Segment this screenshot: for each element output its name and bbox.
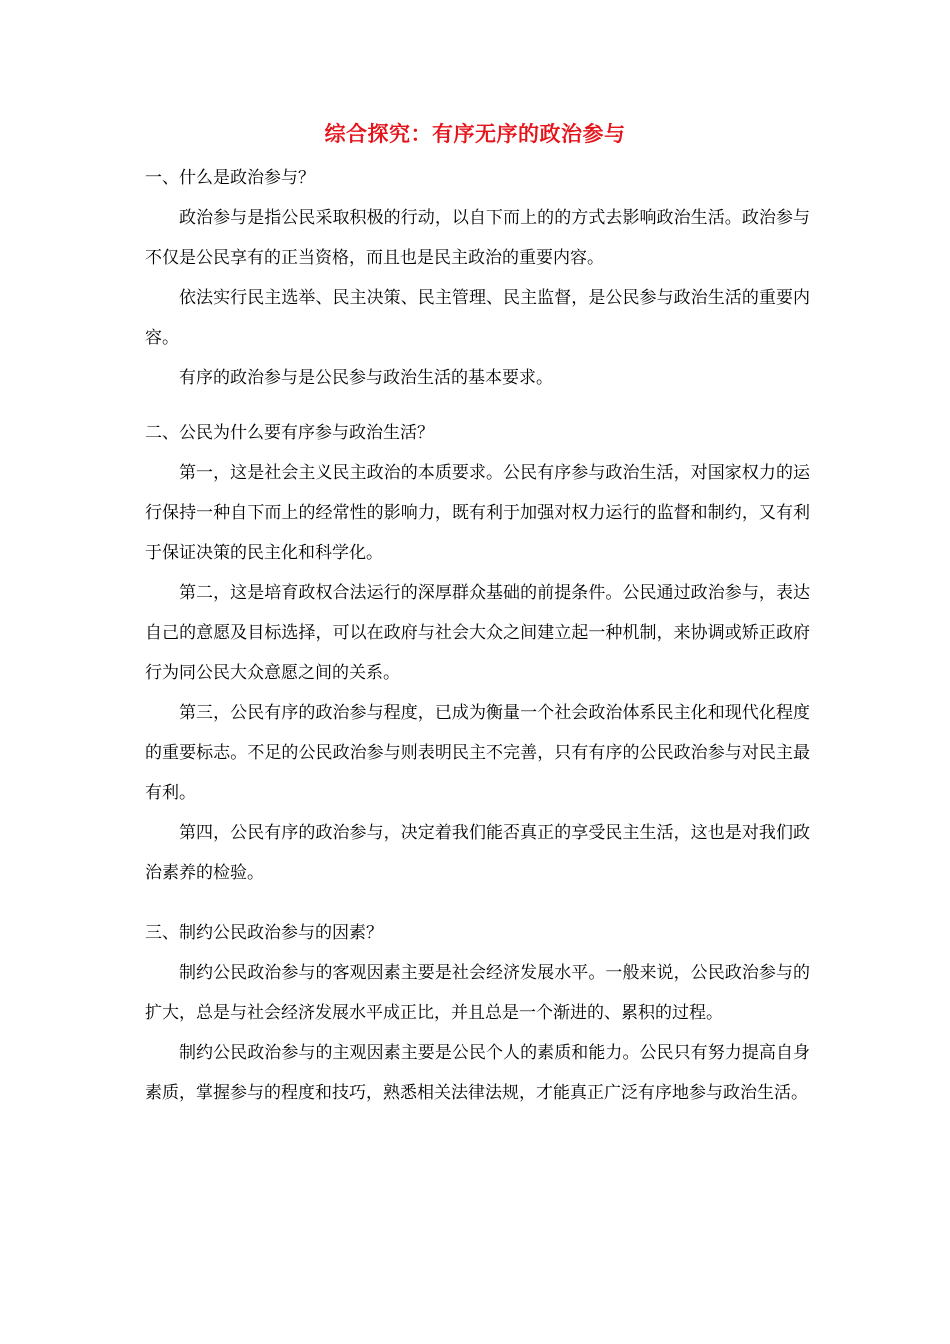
paragraph: 第一，这是社会主义民主政治的本质要求。公民有序参与政治生活，对国家权力的运行保持一种自下而上的经常性的影响力，既有利于加强对权力运行的监督和制约，又有利于保证决策的民主化和科学化。 (145, 463, 810, 563)
paragraph: 有序的政治参与是公民参与政治生活的基本要求。 (179, 368, 553, 388)
section-what-is-participation (145, 158, 810, 398)
paragraph: 制约公民政治参与的客观因素主要是社会经济发展水平。一般来说，公民政治参与的扩大，总是与社会经济发展水平成正比，并且总是一个渐进的、累积的过程。 (145, 963, 810, 1023)
paragraph: 第二，这是培育政权合法运行的深厚群众基础的前提条件。公民通过政治参与，表达自己的意愿及目标选择，可以在政府与社会大众之间建立起一种机制，来协调或矫正政府行为同公民大众意愿之间的关系。 (145, 583, 810, 683)
paragraph: 依法实行民主选举、民主决策、民主管理、民主监督，是公民参与政治生活的重要内容。 (145, 288, 810, 348)
section-constraining-factors (145, 913, 810, 1113)
section-heading: 二、公民为什么要有序参与政治生活？ (145, 423, 434, 443)
document-title: 综合探究：有序无序的政治参与 (324, 121, 626, 146)
section-heading: 一、什么是政治参与？ (145, 168, 315, 188)
paragraph: 政治参与是指公民采取积极的行动，以自下而上的的方式去影响政治生活。政治参与不仅是公民享有的正当资格，而且也是民主政治的重要内容。 (145, 208, 810, 268)
paragraph: 第三，公民有序的政治参与程度，已成为衡量一个社会政治体系民主化和现代化程度的重要标志。不足的公民政治参与则表明民主不完善，只有有序的公民政治参与对民主最有利。 (145, 703, 810, 803)
paragraph: 第四，公民有序的政治参与，决定着我们能否真正的享受民主生活，这也是对我们政治素养的检验。 (145, 823, 810, 883)
section-why-orderly (145, 413, 810, 893)
section-heading: 三、制约公民政治参与的因素？ (145, 923, 383, 943)
paragraph: 制约公民政治参与的主观因素主要是公民个人的素质和能力。公民只有努力提高自身素质，掌握参与的程度和技巧，熟悉相关法律法规，才能真正广泛有序地参与政治生活。 (145, 1043, 810, 1103)
